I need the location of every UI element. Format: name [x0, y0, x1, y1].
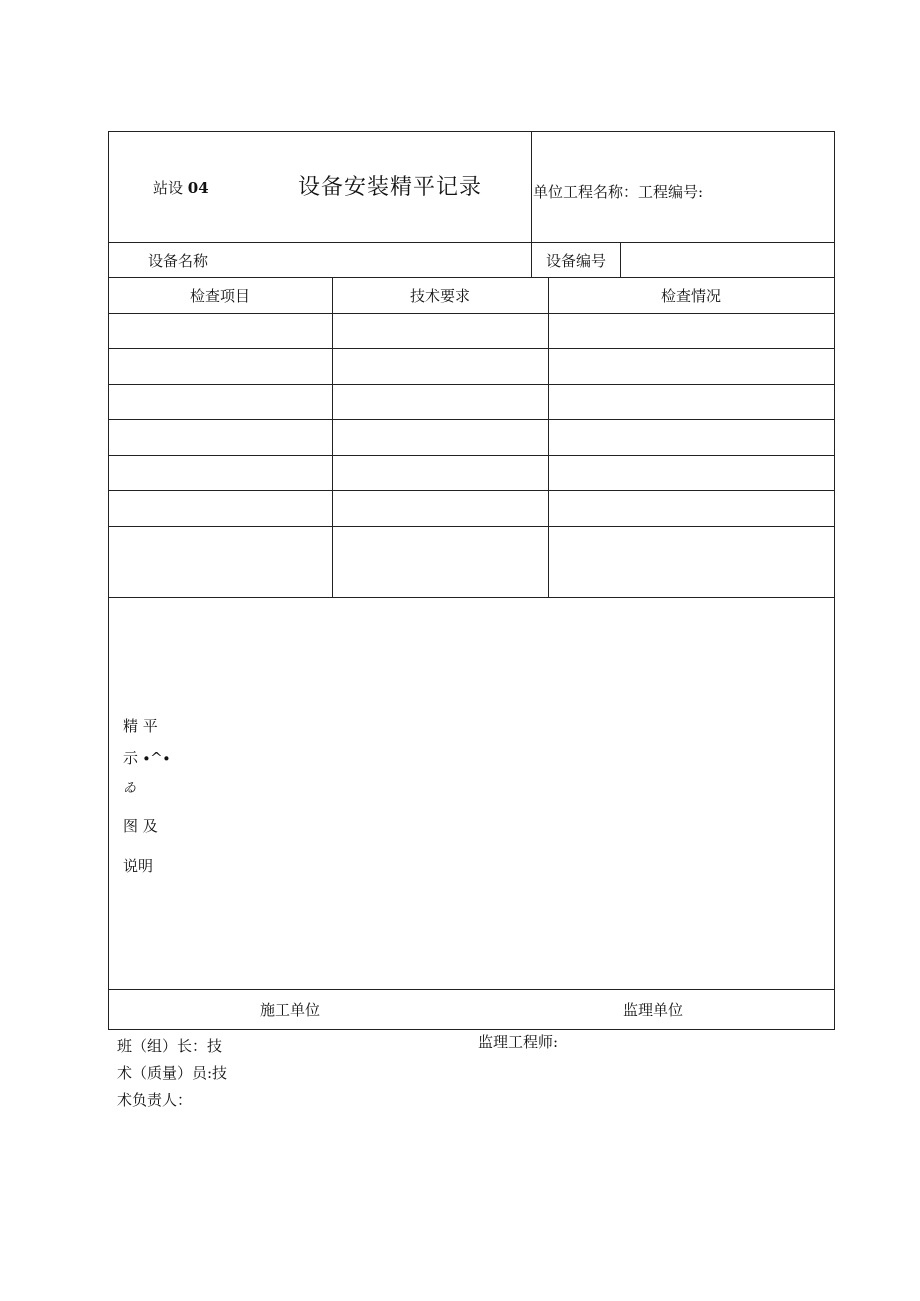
equipment-row-bottom-line	[108, 277, 835, 278]
table-bottom-line	[108, 597, 835, 598]
signature-row-top-line	[108, 989, 835, 990]
diagram-label-line-2: 示 ∙^∙	[123, 749, 171, 767]
construction-unit-label: 施工单位	[259, 1001, 320, 1019]
header-bottom-line	[108, 242, 835, 243]
form-code	[153, 179, 209, 197]
table-row	[108, 455, 835, 490]
form-code-number: 04	[187, 179, 209, 197]
diagram-label-line-3: ゐ	[123, 781, 137, 796]
construction-signer-line-2: 术（质量）员:技	[117, 1064, 228, 1082]
column-header-inspection-item: 检查项目	[189, 287, 250, 305]
project-info: 单位工程名称：工程编号:	[533, 183, 704, 201]
column-header-technical-requirement: 技术要求	[409, 287, 470, 305]
construction-signer-line-1: 班（组）长：技	[117, 1037, 223, 1055]
form-title: 设备安装精平记录	[298, 175, 483, 200]
table-row	[108, 419, 835, 455]
supervision-engineer-label: 监理工程师:	[478, 1033, 559, 1051]
table-row	[108, 384, 835, 419]
table-row	[108, 313, 835, 348]
diagram-label-line-5: 说明	[123, 857, 154, 875]
form-code-prefix: 站设	[153, 179, 184, 197]
construction-signer-line-3: 术负责人：	[117, 1091, 193, 1109]
column-header-inspection-result: 检查情况	[660, 287, 721, 305]
header-divider	[531, 131, 532, 278]
border-bottom	[108, 1029, 835, 1030]
diagram-label-line-1: 精 平	[123, 717, 158, 735]
table-row	[108, 490, 835, 526]
table-row	[108, 348, 835, 384]
equipment-number-label: 设备编号	[546, 252, 607, 270]
equipment-name-label: 设备名称	[148, 252, 209, 270]
diagram-label-line-4: 图 及	[123, 817, 158, 835]
border-top	[108, 131, 835, 132]
table-row	[108, 526, 835, 597]
supervision-unit-label: 监理单位	[622, 1001, 683, 1019]
equipment-number-value-divider	[620, 242, 621, 278]
